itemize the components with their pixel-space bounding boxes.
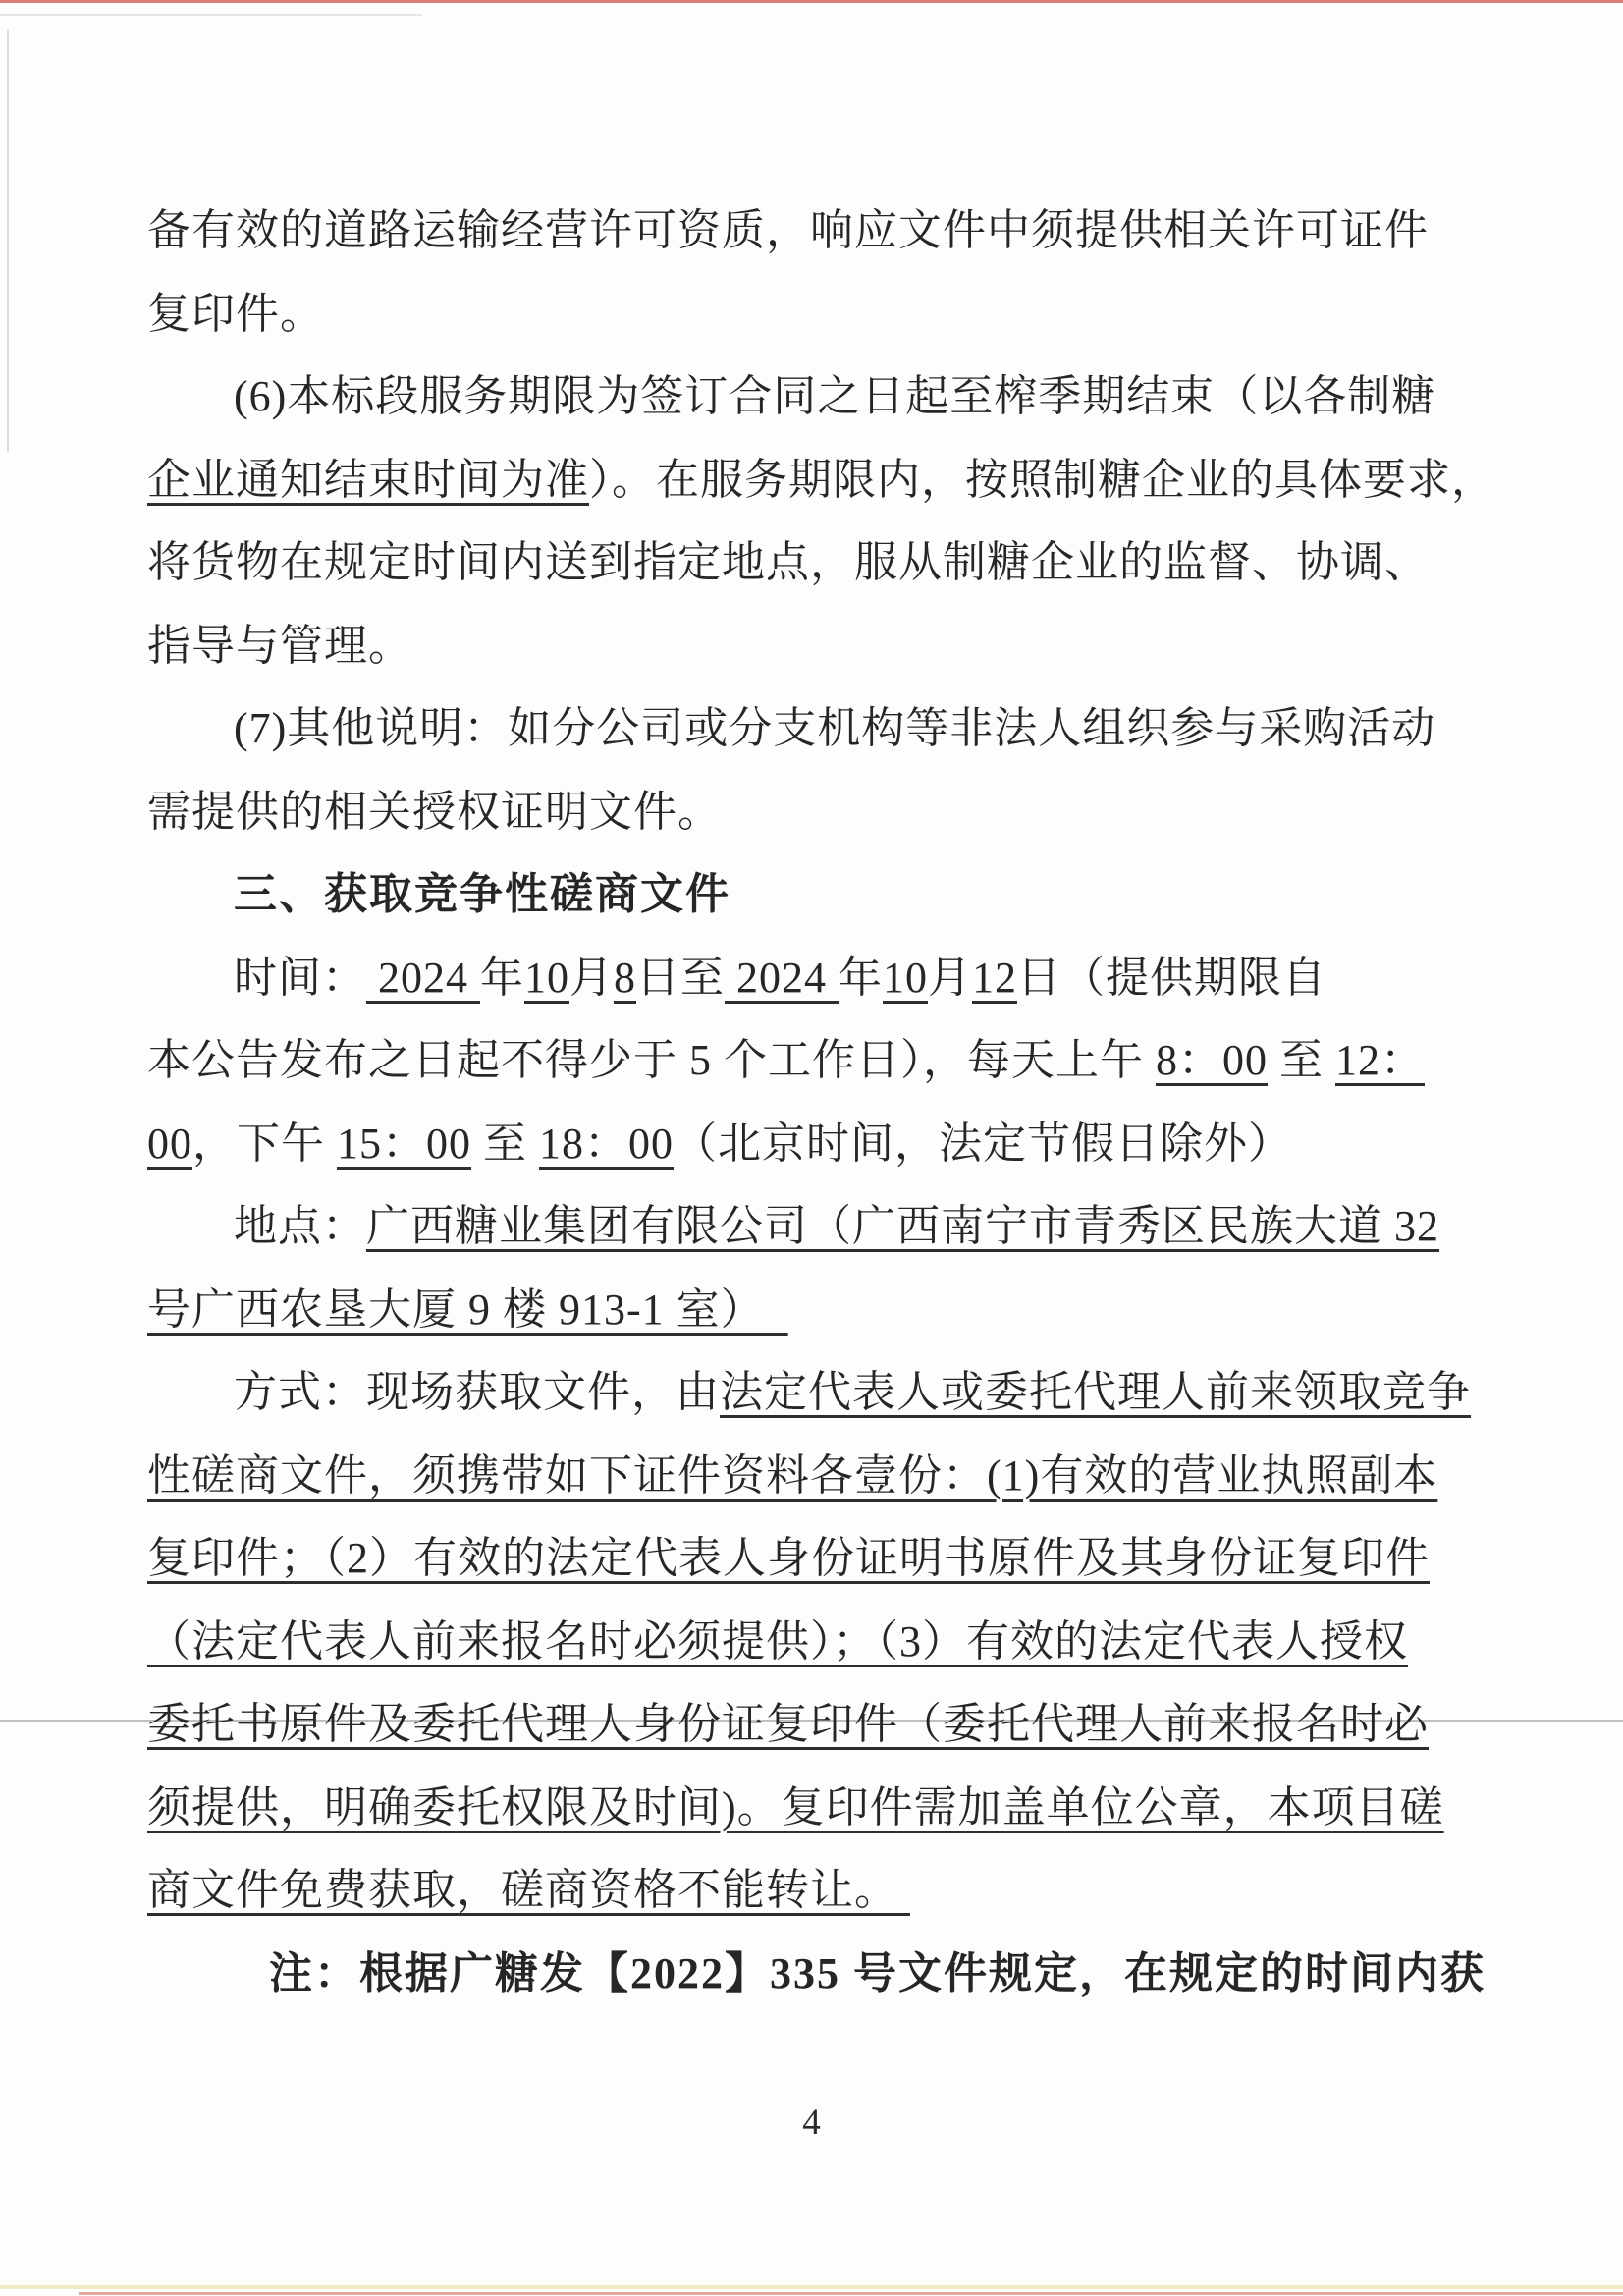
underlined-text-segment: 12： — [1335, 1036, 1425, 1084]
text-segment: 需提供的相关授权证明文件。 — [147, 787, 722, 836]
text-segment: 备有效的道路运输经营许可资质，响应文件中须提供相关许可证件 — [147, 206, 1429, 254]
text-line — [147, 1269, 1522, 1352]
text-segment: (6)本标段服务期限为签订合同之日起至榨季期结束（以各制糖 — [234, 372, 1436, 420]
underlined-text-segment: 8：00 — [1156, 1036, 1268, 1084]
scan-artifact-bottom-red-edge — [79, 2292, 1623, 2295]
text-line — [147, 521, 1522, 605]
underlined-text-segment: 15：00 — [337, 1119, 471, 1168]
underlined-text-segment: 复印件；（2）有效的法定代表人身份证明书原件及其身份证复印件 — [147, 1534, 1430, 1582]
text-line — [147, 1517, 1522, 1601]
text-line — [147, 771, 1522, 854]
text-segment: 复印件。 — [147, 289, 324, 338]
underlined-text-segment: 10 — [883, 953, 928, 1002]
text-segment: 年 — [480, 953, 524, 1002]
underlined-text-segment: 18：00 — [539, 1119, 674, 1168]
underlined-text-segment: 委托书原件及委托代理人身份证复印件（委托代理人前来报名时必 — [147, 1700, 1429, 1748]
text-segment: 方式：现场获取文件，由 — [234, 1368, 720, 1416]
text-line — [147, 1683, 1522, 1767]
underlined-text-segment: 00 — [147, 1119, 192, 1168]
text-segment: 月 — [569, 953, 614, 1002]
text-segment: 至 — [471, 1119, 539, 1168]
text-line — [234, 1351, 1522, 1435]
text-line — [147, 605, 1522, 688]
text-segment: 三、获取竞争性磋商文件 — [234, 870, 730, 918]
text-segment: 月 — [928, 953, 972, 1002]
text-line — [147, 1103, 1522, 1186]
text-segment: 本公告发布之日起不得少于 5 个工作日），每天上午 — [147, 1036, 1156, 1084]
underlined-text-segment: 8 — [614, 953, 636, 1002]
text-line — [147, 190, 1522, 273]
underlined-text-segment: 商文件免费获取，磋商资格不能转让。 — [147, 1866, 910, 1914]
scan-artifact-left-gray-line — [7, 29, 9, 452]
scan-artifact-top-gray-line — [0, 14, 422, 16]
text-line — [234, 853, 1522, 937]
scan-artifact-top-red-edge — [0, 0, 1623, 3]
underlined-text-segment: 广西糖业集团有限公司（广西南宁市青秀区民族大道 32 — [366, 1202, 1439, 1250]
page-number: 4 — [802, 2103, 821, 2143]
underlined-text-segment: 12 — [972, 953, 1017, 1002]
text-segment: 年 — [839, 953, 883, 1002]
text-segment: 地点： — [234, 1202, 366, 1250]
underlined-text-segment: 须提供，明确委托权限及时间)。复印件需加盖单位公章，本项目磋 — [147, 1782, 1444, 1831]
text-line — [147, 1849, 1522, 1933]
text-line — [147, 1601, 1522, 1684]
text-segment: ，下午 — [192, 1119, 337, 1168]
text-line — [147, 439, 1522, 522]
underlined-text-segment: 性磋商文件，须携带如下证件资料各壹份：(1)有效的营业执照副本 — [147, 1450, 1438, 1500]
scan-artifact-bottom-yellow-edge — [0, 2285, 1623, 2289]
text-line — [234, 1185, 1522, 1269]
text-line — [147, 1019, 1522, 1103]
text-line — [147, 1767, 1522, 1850]
text-line — [234, 687, 1522, 771]
text-line — [234, 355, 1522, 439]
underlined-text-segment: （法定代表人前来报名时必须提供）；（3）有效的法定代表人授权 — [147, 1616, 1408, 1666]
underlined-text-segment: 企业通知结束时间为准 — [147, 455, 589, 504]
text-segment: 将货物在规定时间内送到指定地点，服从制糖企业的监督、协调、 — [147, 538, 1429, 586]
text-segment: 时间： — [234, 953, 366, 1002]
text-line — [147, 273, 1522, 356]
underlined-text-segment: 法定代表人或委托代理人前来领取竞争 — [720, 1368, 1471, 1416]
document-body — [147, 190, 1522, 2015]
text-segment: （北京时间，法定节假日除外） — [674, 1119, 1292, 1168]
underlined-text-segment: 号广西农垦大厦 9 楼 913-1 室） — [147, 1285, 788, 1334]
text-line — [269, 1933, 1522, 2016]
text-segment: 指导与管理。 — [147, 621, 412, 670]
text-line — [234, 937, 1522, 1020]
underlined-text-segment: 2024 — [725, 953, 839, 1002]
text-line — [147, 1435, 1522, 1518]
underlined-text-segment: 2024 — [366, 953, 480, 1002]
underlined-text-segment: 10 — [524, 953, 569, 1002]
text-segment: 注：根据广糖发【2022】335 号文件规定，在规定的时间内获 — [269, 1948, 1486, 1997]
text-segment: (7)其他说明：如分公司或分支机构等非法人组织参与采购活动 — [234, 704, 1436, 752]
text-segment: 日（提供期限自 — [1017, 953, 1326, 1002]
text-segment: 日至 — [636, 953, 725, 1002]
text-segment: 至 — [1268, 1036, 1335, 1084]
text-segment: ）。在服务期限内，按照制糖企业的具体要求， — [589, 455, 1495, 504]
